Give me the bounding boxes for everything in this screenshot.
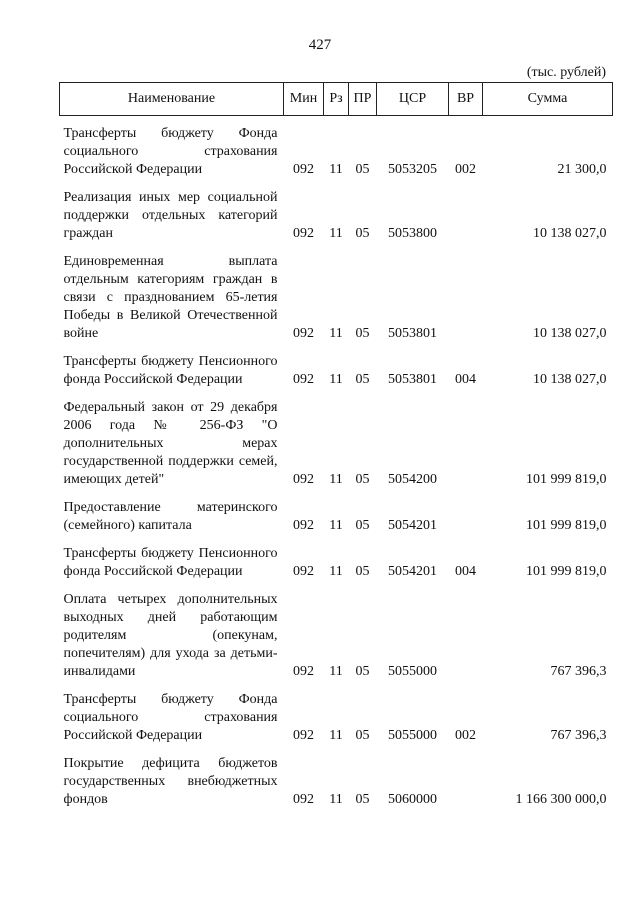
row-vr — [449, 586, 483, 686]
row-csr: 5053801 — [388, 326, 437, 341]
row-rz: 11 — [329, 226, 343, 241]
row-rz: 11 — [329, 518, 343, 533]
header-min: Мин — [284, 83, 324, 116]
row-vr: 004 — [455, 372, 476, 387]
row-min: 092 — [293, 372, 314, 387]
row-csr: 5054200 — [388, 472, 437, 487]
row-sum: 1 166 300 000,0 — [515, 792, 607, 807]
header-rz: Рз — [324, 83, 349, 116]
table-row — [60, 540, 613, 586]
header-vr: ВР — [449, 83, 483, 116]
table-row — [60, 248, 613, 348]
row-min: 092 — [293, 664, 314, 679]
row-sum: 10 138 027,0 — [533, 372, 607, 387]
row-csr: 5060000 — [388, 792, 437, 807]
table-row — [60, 394, 613, 494]
row-min: 092 — [293, 326, 314, 341]
header-pr: ПР — [349, 83, 377, 116]
row-rz: 11 — [329, 728, 343, 743]
row-rz: 11 — [329, 664, 343, 679]
row-rz: 11 — [329, 162, 343, 177]
table-row — [60, 184, 613, 248]
row-pr: 05 — [355, 472, 370, 487]
row-pr: 05 — [355, 564, 370, 579]
table-header-row — [60, 83, 613, 116]
row-min: 092 — [293, 518, 314, 533]
row-sum: 767 396,3 — [550, 664, 607, 679]
table-row — [60, 686, 613, 750]
row-csr: 5053205 — [388, 162, 437, 177]
row-name: Реализация иных мер социальной поддержки отдельных категорий граждан — [63, 190, 278, 241]
row-pr: 05 — [355, 326, 370, 341]
row-name: Федеральный закон от 29 декабря 2006 года № 256-ФЗ "О дополнительных мерах государственной поддержки семей, имеющих детей" — [63, 400, 278, 487]
row-sum: 101 999 819,0 — [526, 518, 607, 533]
row-pr: 05 — [355, 792, 370, 807]
row-name: Трансферты бюджету Фонда социального страхования Российской Федерации — [63, 126, 278, 177]
row-min: 092 — [293, 162, 314, 177]
row-rz: 11 — [329, 326, 343, 341]
page-number: 427 — [308, 37, 332, 53]
row-pr: 05 — [355, 162, 370, 177]
table-row — [60, 494, 613, 540]
row-csr: 5054201 — [388, 564, 437, 579]
row-vr — [449, 494, 483, 540]
row-name: Единовременная выплата отдельным категориям граждан в связи с празднованием 65-летия Победы в Великой Отечественной войне — [63, 254, 278, 341]
budget-table — [59, 82, 613, 814]
row-sum: 21 300,0 — [557, 162, 607, 177]
row-pr: 05 — [355, 664, 370, 679]
row-csr: 5053801 — [388, 372, 437, 387]
table-row — [60, 116, 613, 185]
table-row — [60, 750, 613, 814]
row-min: 092 — [293, 728, 314, 743]
row-min: 092 — [293, 792, 314, 807]
row-name: Трансферты бюджету Пенсионного фонда Российской Федерации — [63, 354, 278, 387]
row-pr: 05 — [355, 518, 370, 533]
row-sum: 10 138 027,0 — [533, 326, 607, 341]
row-sum: 101 999 819,0 — [526, 564, 607, 579]
table-row — [60, 586, 613, 686]
row-rz: 11 — [329, 372, 343, 387]
header-csr: ЦСР — [377, 83, 449, 116]
row-vr: 002 — [455, 728, 476, 743]
row-sum: 101 999 819,0 — [526, 472, 607, 487]
row-sum: 767 396,3 — [550, 728, 607, 743]
row-rz: 11 — [329, 564, 343, 579]
row-min: 092 — [293, 472, 314, 487]
row-pr: 05 — [355, 728, 370, 743]
row-rz: 11 — [329, 792, 343, 807]
row-name: Оплата четырех дополнительных выходных дней работающим родителям (опекунам, попечителям) для ухода за детьми-инвалидами — [63, 592, 278, 679]
row-min: 092 — [293, 226, 314, 241]
units-label: (тыс. рублей) — [526, 65, 606, 80]
row-rz: 11 — [329, 472, 343, 487]
row-csr: 5053800 — [388, 226, 437, 241]
row-pr: 05 — [355, 372, 370, 387]
row-pr: 05 — [355, 226, 370, 241]
row-vr — [449, 184, 483, 248]
row-vr — [449, 750, 483, 814]
row-vr: 002 — [455, 162, 476, 177]
row-csr: 5055000 — [388, 728, 437, 743]
row-name: Предоставление материнского (семейного) капитала — [63, 500, 278, 533]
header-sum: Сумма — [483, 83, 613, 116]
row-name: Трансферты бюджету Фонда социального страхования Российской Федерации — [63, 692, 278, 743]
row-vr — [449, 394, 483, 494]
row-name: Покрытие дефицита бюджетов государственных внебюджетных фондов — [63, 756, 278, 807]
row-vr — [449, 248, 483, 348]
header-name: Наименование — [60, 83, 284, 116]
row-min: 092 — [293, 564, 314, 579]
row-sum: 10 138 027,0 — [533, 226, 607, 241]
row-csr: 5054201 — [388, 518, 437, 533]
row-vr: 004 — [455, 564, 476, 579]
row-csr: 5055000 — [388, 664, 437, 679]
table-row — [60, 348, 613, 394]
row-name: Трансферты бюджету Пенсионного фонда Российской Федерации — [63, 546, 278, 579]
